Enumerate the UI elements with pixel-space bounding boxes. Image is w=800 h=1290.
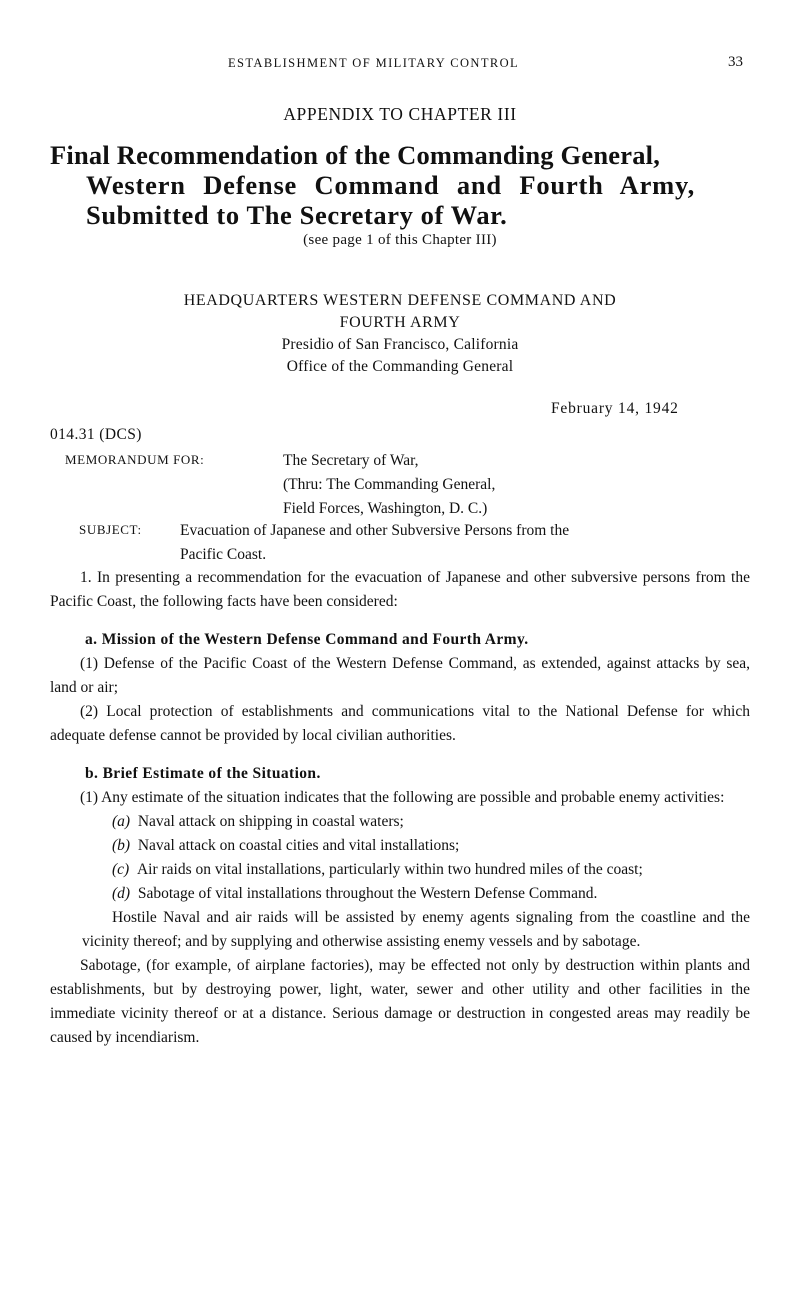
sub-item-text: Naval attack on coastal cities and vital installations; [137,837,460,854]
title-line: Final Recommendation of the Commanding General, [50,140,661,170]
hostile-paragraph: Hostile Naval and air raids will be assisted by enemy agents signaling from the coastline and the vicinity thereof; and by supplying and otherwise assisting enemy vessels and by sabotage. [82,909,750,950]
memo-recipient [283,449,495,521]
memo-line: The Secretary of War, [283,452,419,469]
subject-label: SUBJECT: [79,522,142,537]
sub-item-label: (b) [112,837,131,854]
paragraph-1: 1. In presenting a recommendation for the evacuation of Japanese and other subversive persons from the Pacific Coast, the following facts have been considered: [50,569,750,610]
headquarters-block [0,290,800,378]
sub-item-label: (c) [112,861,130,878]
memo-date: February 14, 1942 [551,400,679,417]
file-number: 014.31 (DCS) [50,426,142,443]
running-header [0,56,800,78]
title-line: Submitted to The Secretary of War. [86,200,508,230]
page-number: 33 [728,54,743,70]
running-title: ESTABLISHMENT OF MILITARY CONTROL [228,56,520,70]
sub-item-text: Sabotage of vital installations throughout the Western Defense Command. [137,885,598,902]
section-a-item-1: (1) Defense of the Pacific Coast of the Western Defense Command, as extended, against attacks by sea, land or air; [50,655,750,696]
memo-label: MEMORANDUM FOR: [65,452,205,467]
sub-item-label: (a) [112,813,131,830]
sub-item-text: Air raids on vital installations, particularly within two hundred miles of the coast; [136,861,643,878]
sub-item-c [50,858,750,882]
sub-item-text: Naval attack on shipping in coastal waters; [137,813,404,830]
sub-item-label: (d) [112,885,131,902]
hq-line: HEADQUARTERS WESTERN DEFENSE COMMAND AND [183,292,617,309]
section-a-heading: a. Mission of the Western Defense Command and Fourth Army. [85,631,529,648]
hq-location: Presidio of San Francisco, California [281,336,519,353]
appendix-title: APPENDIX TO CHAPTER III [283,104,517,124]
section-a-item-2: (2) Local protection of establishments and communications vital to the National Defense for which adequate defense cannot be provided by local civilian authorities. [50,703,750,744]
memo-line: (Thru: The Commanding General, [283,476,496,493]
title-line: Western Defense Command and Fourth Army, [86,170,696,200]
section-b-heading: b. Brief Estimate of the Situation. [85,765,321,782]
hq-office: Office of the Commanding General [286,358,514,375]
section-b-item-1: (1) Any estimate of the situation indicates that the following are possible and probable enemy activities: [80,789,725,806]
subject-line: Pacific Coast. [180,546,267,563]
subject-line: Evacuation of Japanese and other Subversive Persons from the [180,522,570,539]
subject-text [180,519,750,567]
sub-item-d [50,882,750,906]
sub-item-b [50,834,750,858]
memo-body [50,566,750,1050]
memo-line: Field Forces, Washington, D. C.) [283,500,488,517]
sabotage-paragraph: Sabotage, (for example, of airplane factories), may be effected not only by destruction within plants and establishments, but by destroying power, light, water, sewer and other utility and other facilities in the immediate vicinity thereof or at a distance. Serious damage or destruction in congested areas may readily be caused by incendiarism. [50,957,750,1046]
see-page-note: (see page 1 of this Chapter III) [303,232,497,248]
sub-item-a [50,810,750,834]
main-title [50,140,770,230]
hq-line: FOURTH ARMY [339,314,461,331]
